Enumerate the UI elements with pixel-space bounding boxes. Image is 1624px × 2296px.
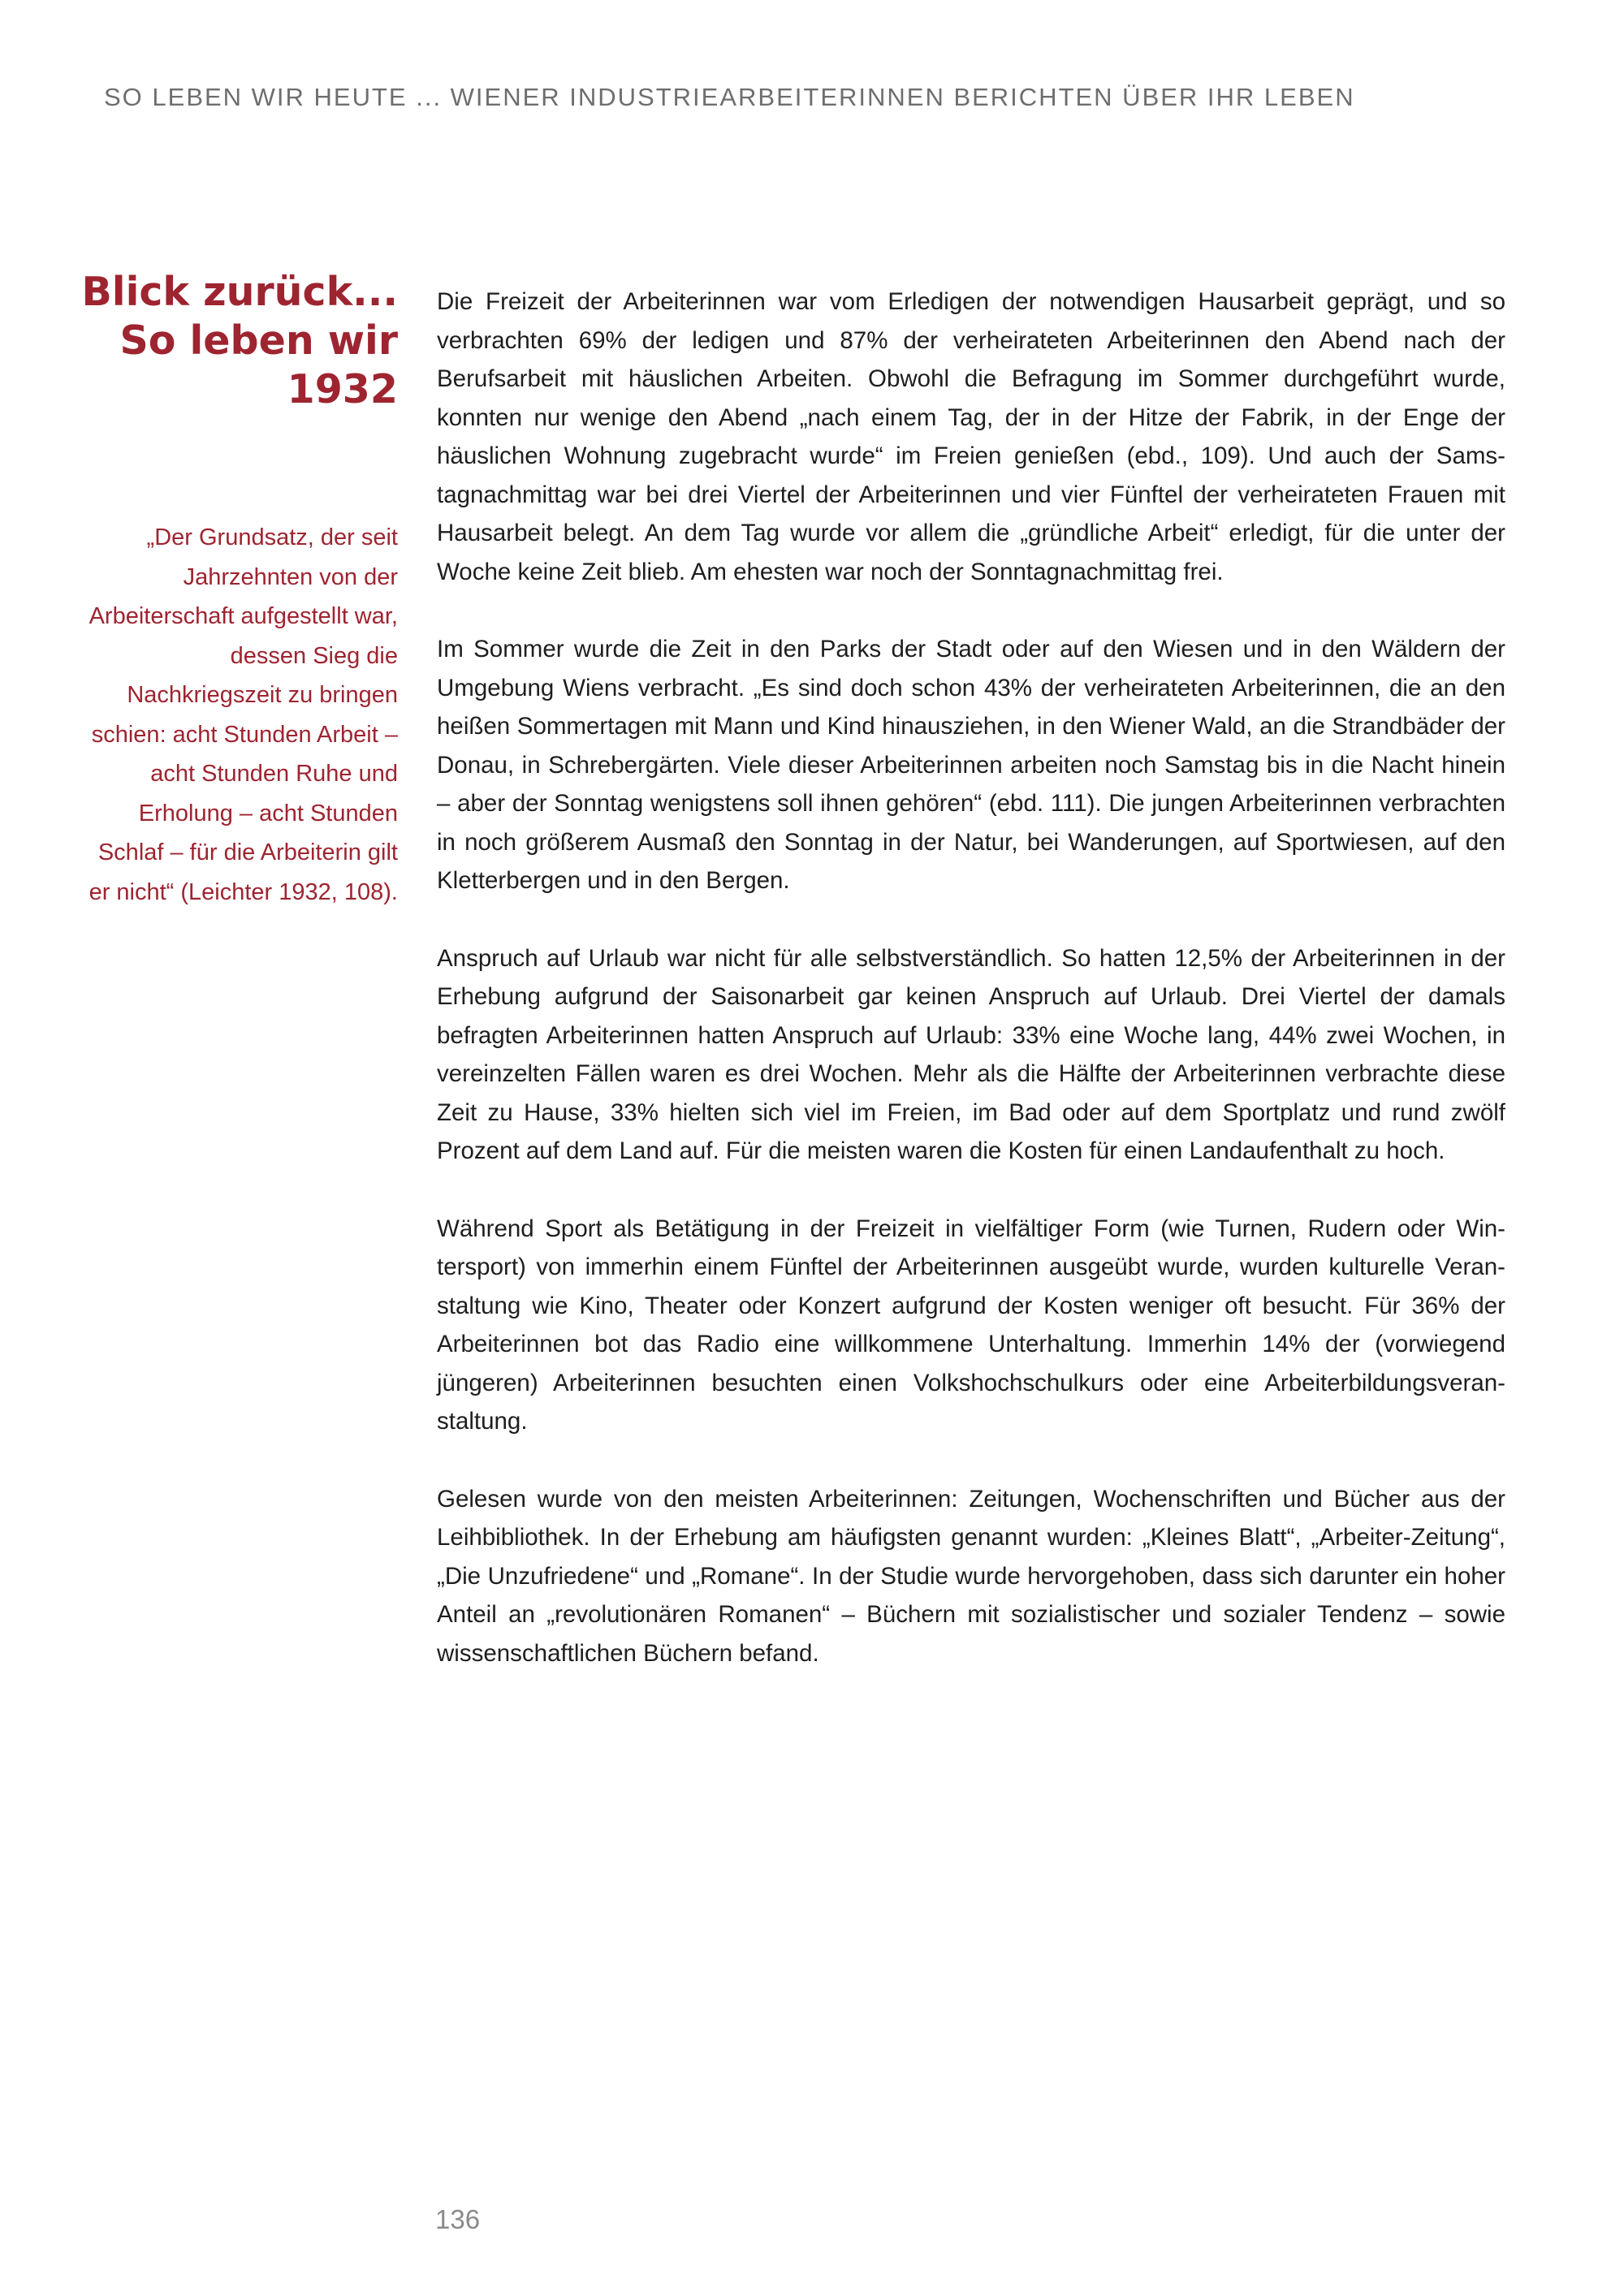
sidebar <box>81 268 398 912</box>
paragraph-4: Während Sport als Betätigung in der Freizeit in vielfältiger Form (wie Turnen, Rudern oder Wintersport) von immerhin einem Fünftel der Arbeiterinnen ausgeübt wurde, wurden kulturelle Veranstaltung wie Kino, Theater oder Konzert aufgrund der Kosten weniger oft besucht. Für 36% der Arbeiterinnen bot das Radio eine willkommene Unterhaltung. Immerhin 14% der (vorwiegend jüngeren) Arbeiterinnen besuchten einen Volkshochschulkurs oder eine Arbeiterbildungsveranstaltung. <box>437 1215 1505 1435</box>
sidebar-title <box>81 268 398 414</box>
sidebar-title-line-2: So leben wir <box>119 317 398 364</box>
body-text <box>437 283 1505 1711</box>
paragraph-3: Anspruch auf Urlaub war nicht für alle selbstverständlich. So hatten 12,5% der Arbeiterinnen in der Erhebung aufgrund der Saisonarbeit gar keinen Anspruch auf Urlaub. Drei Viertel der damals befragten Arbeiterinnen hatten Anspruch auf Urlaub: 33% eine Woche lang, 44% zwei Wochen, in vereinzelten Fällen waren es drei Wochen. Mehr als die Hälfte der Arbeiterinnen verbrachte diese Zeit zu Hause, 33% hielten sich viel im Freien, im Bad oder auf dem Sportplatz und rund zwölf Prozent auf dem Land auf. Für die meisten waren die Kosten für einen Landaufenthalt zu hoch. <box>437 944 1505 1164</box>
paragraph-1: Die Freizeit der Arbeiterinnen war vom Erledigen der notwendigen Hausarbeit geprägt, und so verbrachten 69% der ledigen und 87% der verheirateten Arbeiterinnen den Abend nach der Berufsarbeit mit häuslichen Arbeiten. Obwohl die Befragung im Sommer durchgeführt wurde, konnten nur wenige den Abend „nach einem Tag, der in der Hitze der Fabrik, in der Enge der häuslichen Wohnung zugebracht wurde“ im Freien genießen (ebd., 109). Und auch der Samstagnachmittag war bei drei Viertel der Arbeiterinnen und vier Fünftel der verheirateten Frauen mit Hausarbeit belegt. An dem Tag wurde vor allem die „gründliche Arbeit“ erledigt, für die unter der Woche keine Zeit blieb. Am ehesten war noch der Sonntagnachmittag frei. <box>437 288 1505 585</box>
sidebar-title-line-1: Blick zurück... <box>81 269 398 315</box>
running-header: SO LEBEN WIR HEUTE ... WIENER INDUSTRIEARBEITERINNEN BERICHTEN ÜBER IHR LEBEN <box>104 83 1355 111</box>
sidebar-title-line-3: 1932 <box>287 366 398 412</box>
paragraph-2: Im Sommer wurde die Zeit in den Parks der Stadt oder auf den Wiesen und in den Wäldern der Umgebung Wiens verbracht. „Es sind doch schon 43% der verheirateten Arbeiterinnen, die an den heißen Sommertagen mit Mann und Kind hinausziehen, in den Wiener Wald, an die Strandbäder der Donau, in Schrebergärten. Viele dieser Arbeiterinnen arbeiten noch Samstag bis in die Nacht hinein – aber der Sonntag wenigstens soll ihnen gehören“ (ebd. 111). Die jungen Arbeiterinnen verbrachten in noch größerem Ausmaß den Sonntag in der Natur, bei Wanderungen, auf Sportwiesen, auf den Kletterbergen und in den Bergen. <box>437 636 1505 894</box>
paragraph-5: Gelesen wurde von den meisten Arbeiterinnen: Zeitungen, Wochenschriften und Bücher aus der Leihbibliothek. In der Erhebung am häufigsten genannt wurden: „Kleines Blatt“, „Arbeiter-Zeitung“, „Die Unzufriedene“ und „Romane“. In der Studie wurde hervorgehoben, dass sich darunter ein hoher Anteil an „revolutionären Romanen“ – Büchern mit sozialistischer und sozialer Tendenz – sowie wissenschaftlichen Büchern befand. <box>437 1485 1505 1667</box>
page-number: 136 <box>435 2204 481 2234</box>
sidebar-quote: „Der Grundsatz, der seit Jahrzehnten von der Arbeiterschaft aufgestellt war, dessen Sieg die Nachkriegszeit zu bringen schien: acht Stunden Arbeit – acht Stunden Ruhe und Erholung – acht Stunden Schlaf – für die Arbeiterin gilt er nicht“ (Leichter 1932, 108). <box>89 524 398 905</box>
